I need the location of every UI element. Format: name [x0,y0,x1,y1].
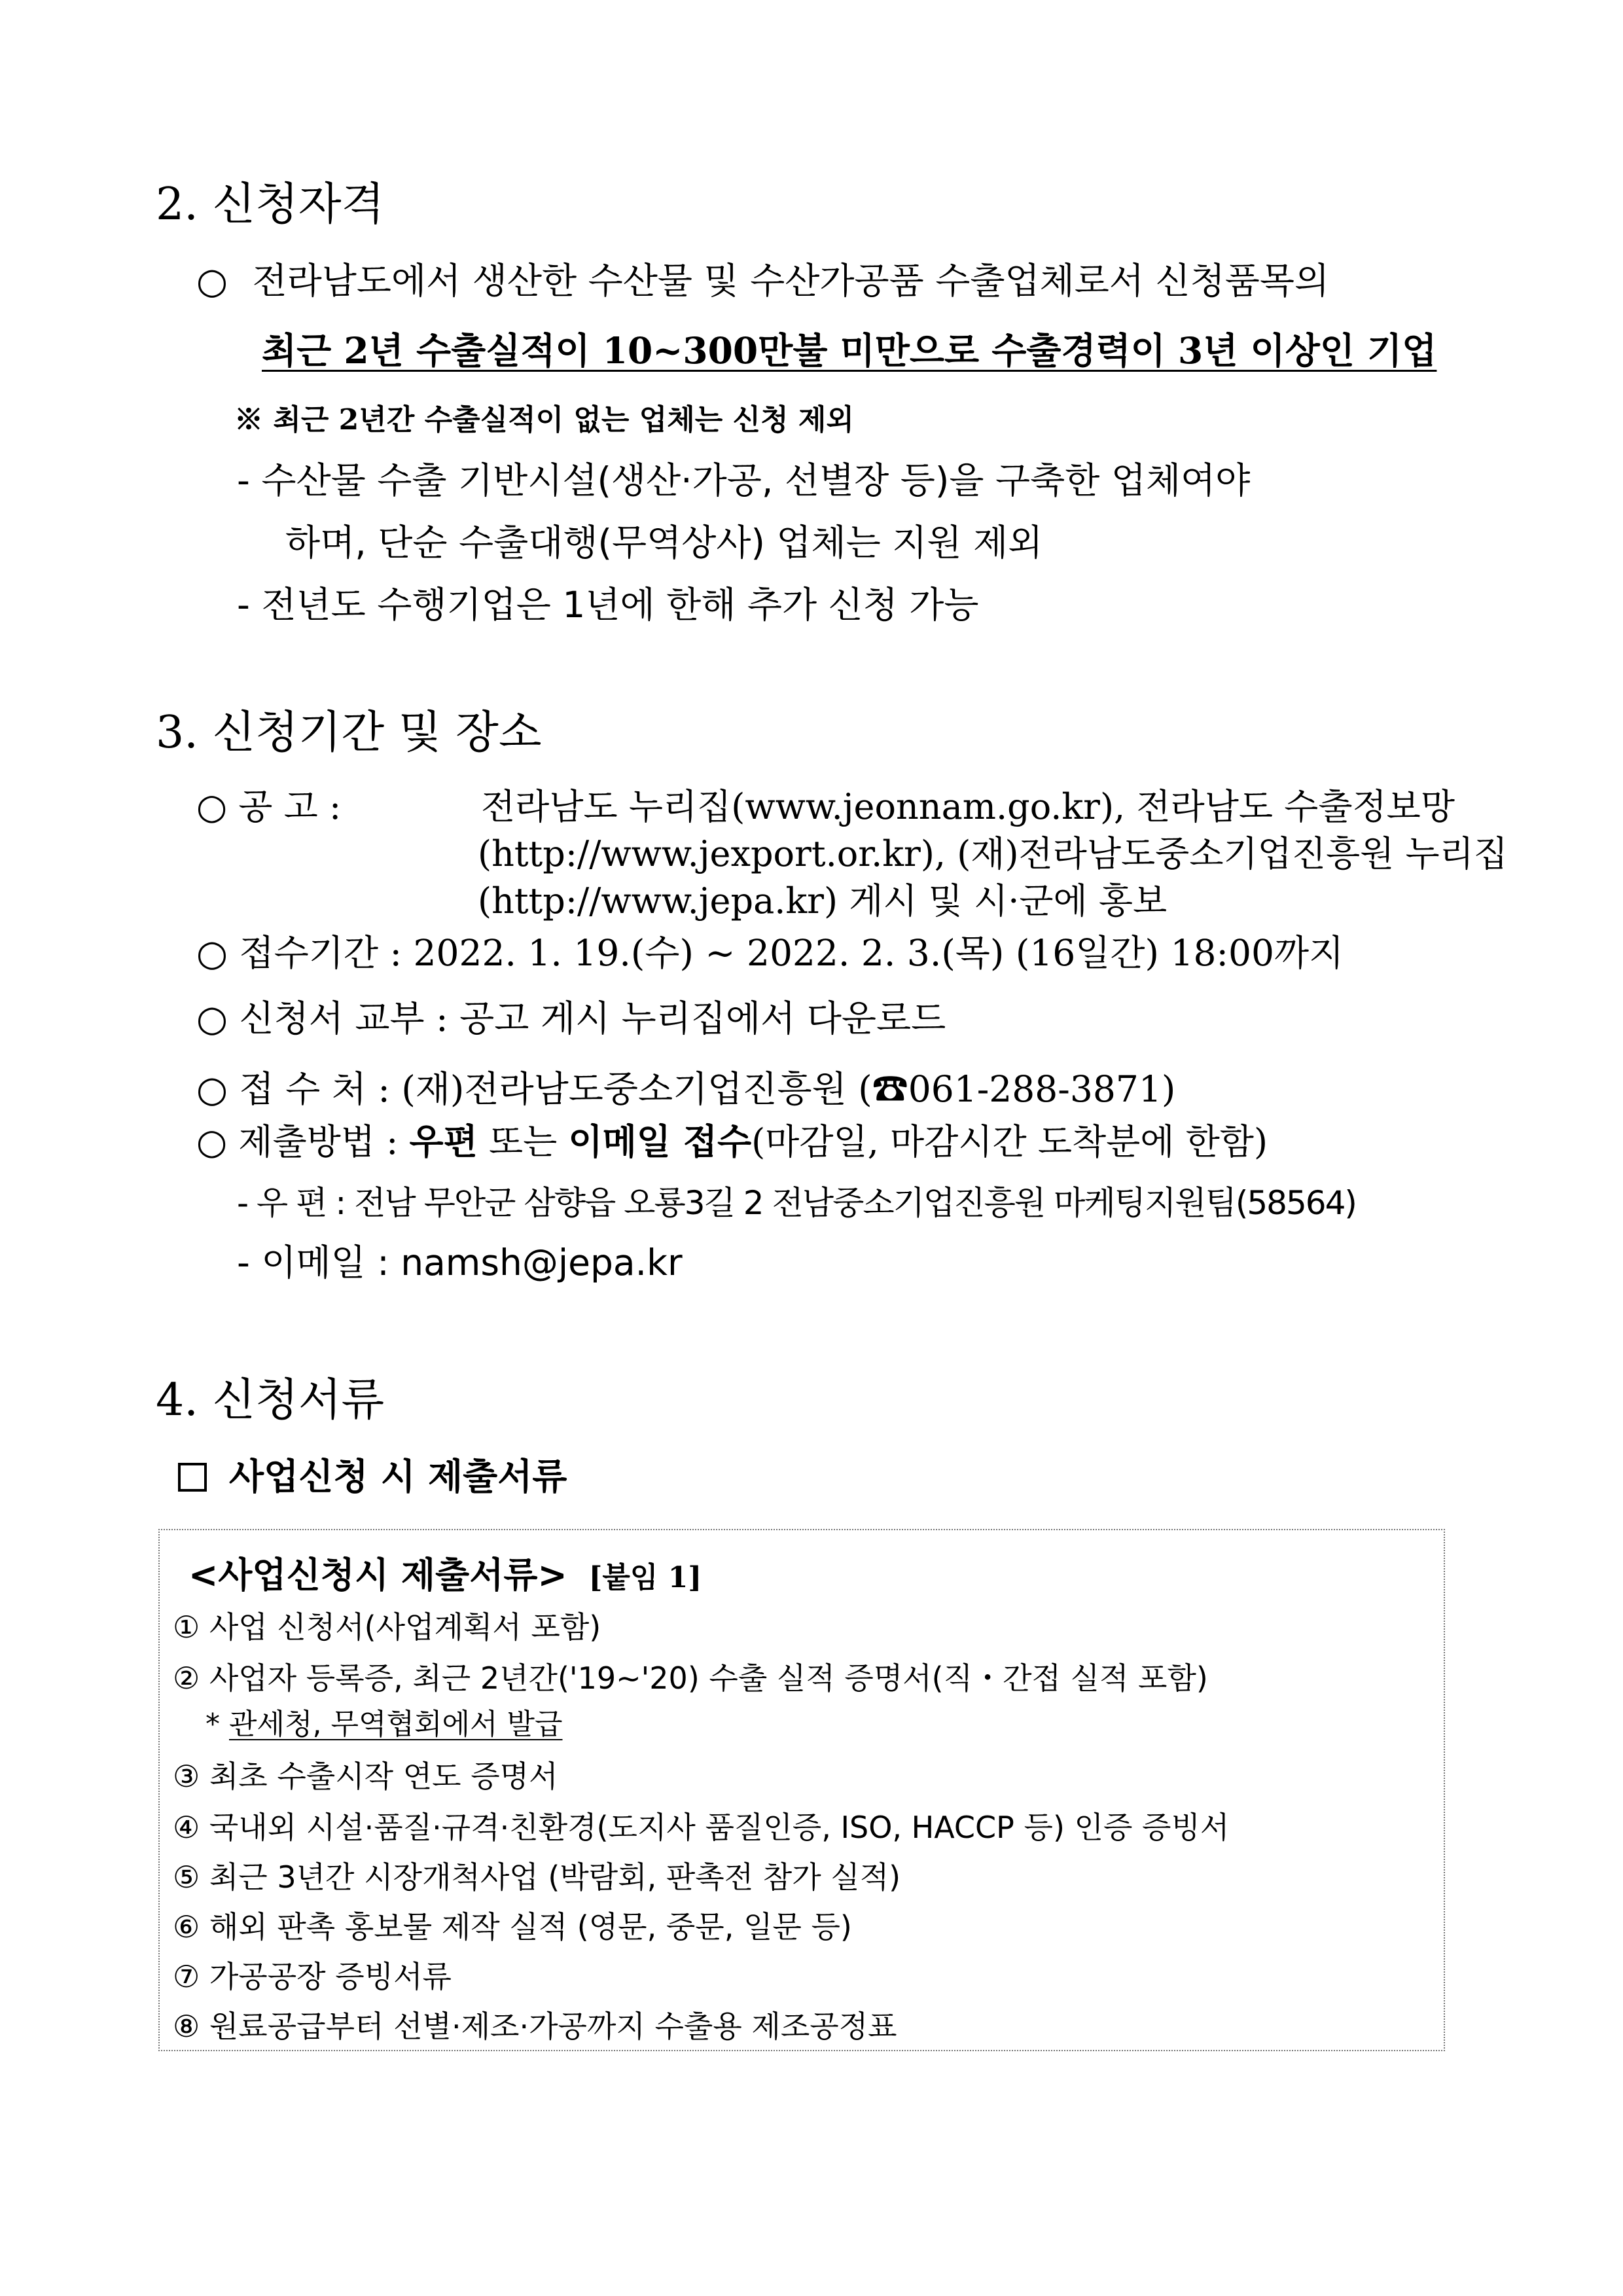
document-item-4: ④ 국내외 시설·품질·규격·친환경(도지사 품질인증, ISO, HACCP 등) 인증 증빙서 [173,1810,1230,1845]
documents-subheading-text: 사업신청 시 제출서류 [229,1455,567,1498]
method-suffix: (마감일, 마감시간 도착분에 한함) [751,1121,1268,1162]
document-item-7: ⑦ 가공공장 증빙서류 [173,1959,452,1994]
section-2-heading: 2. 신청자격 [156,179,385,230]
notice-line-1: 전라남도 누리집(www.jeonnam.go.kr), 전라남도 수출정보망 [481,786,1455,827]
eligibility-dash-2: - 전년도 수행기업은 1년에 한해 추가 신청 가능 [237,584,979,626]
method-post: 우편 [409,1121,478,1162]
email-row [237,1234,683,1285]
bullet-mark: ○ [196,260,228,302]
eligibility-note: ※ 최근 2년간 수출실적이 없는 업체는 신청 제외 [234,403,854,437]
post-row [237,1177,1356,1224]
office-value: (재)전라남도중소기업진흥원 (☎061-288-3871) [401,1068,1176,1110]
eligibility-emphasis: 최근 2년 수출실적이 10~300만불 미만으로 수출경력이 3년 이상인 기업 [262,329,1437,372]
office-row [196,1060,1175,1112]
post-label: - 우 편 : [237,1184,346,1222]
document-item-6: ⑥ 해외 판촉 홍보물 제작 실적 (영문, 중문, 일문 등) [173,1909,852,1945]
documents-box [158,1529,1445,2051]
method-or: 또는 [488,1121,558,1162]
notice-line-2: (http://www.jexport.or.kr), (재)전라남도중소기업진흥원 누리집 [478,833,1508,874]
post-address: 전남 무안군 삼향읍 오룡3길 2 전남중소기업진흥원 마케팅지원팀(58564) [354,1184,1356,1222]
office-label: ○ 접 수 처 : [196,1068,390,1110]
documents-box-title-row [188,1547,702,1598]
eligibility-bullet [196,252,1446,304]
checkbox-icon [178,1463,207,1492]
documents-box-title: <사업신청시 제출서류> [188,1554,567,1596]
document-item-3: ③ 최초 수출시작 연도 증명서 [173,1759,558,1794]
eligibility-dash-1-line-2: 하며, 단순 수출대행(무역상사) 업체는 지원 제외 [285,522,1043,564]
document-item-2: ② 사업자 등록증, 최근 2년간('19~'20) 수출 실적 증명서(직・간접 실적 포함) [173,1660,1208,1696]
documents-subheading [178,1448,567,1499]
application-period: ○ 접수기간 : 2022. 1. 19.(수) ~ 2022. 2. 3.(목) (16일간) 18:00까지 [196,932,1344,974]
eligibility-line-2 [262,322,1436,374]
form-distribution: ○ 신청서 교부 : 공고 게시 누리집에서 다운로드 [196,997,946,1039]
section-4-heading: 4. 신청서류 [156,1374,385,1426]
document-item-1: ① 사업 신청서(사업계획서 포함) [173,1609,601,1645]
method-prefix: ○ 제출방법 : [196,1121,399,1162]
eligibility-line-1: 전라남도에서 생산한 수산물 및 수산가공품 수출업체로서 신청품목의 [252,260,1330,302]
eligibility-dash-1-line-1: - 수산물 수출 기반시설(생산·가공, 선별장 등)을 구축한 업체여야 [237,459,1251,501]
email-label: - 이메일 : [237,1242,389,1283]
document-item-5: ⑤ 최근 3년간 시장개척사업 (박람회, 판촉전 참가 실적) [173,1859,901,1895]
attachment-ref: [붙임 1] [588,1561,702,1594]
notice-line-3: (http://www.jepa.kr) 게시 및 시·군에 홍보 [478,880,1168,922]
note-mark: * [205,1708,220,1741]
notice-label: ○ 공 고 : [196,786,342,827]
note-text: 관세청, 무역협회에서 발급 [229,1708,563,1741]
method-email: 이메일 접수 [568,1121,752,1162]
email-address[interactable]: namsh@jepa.kr [401,1242,683,1283]
submission-method [196,1114,1268,1164]
document-item-2-note [205,1700,563,1742]
section-3-heading: 3. 신청기간 및 장소 [156,707,542,759]
document-item-8: ⑧ 원료공급부터 선별·제조·가공까지 수출용 제조공정표 [173,2009,897,2044]
